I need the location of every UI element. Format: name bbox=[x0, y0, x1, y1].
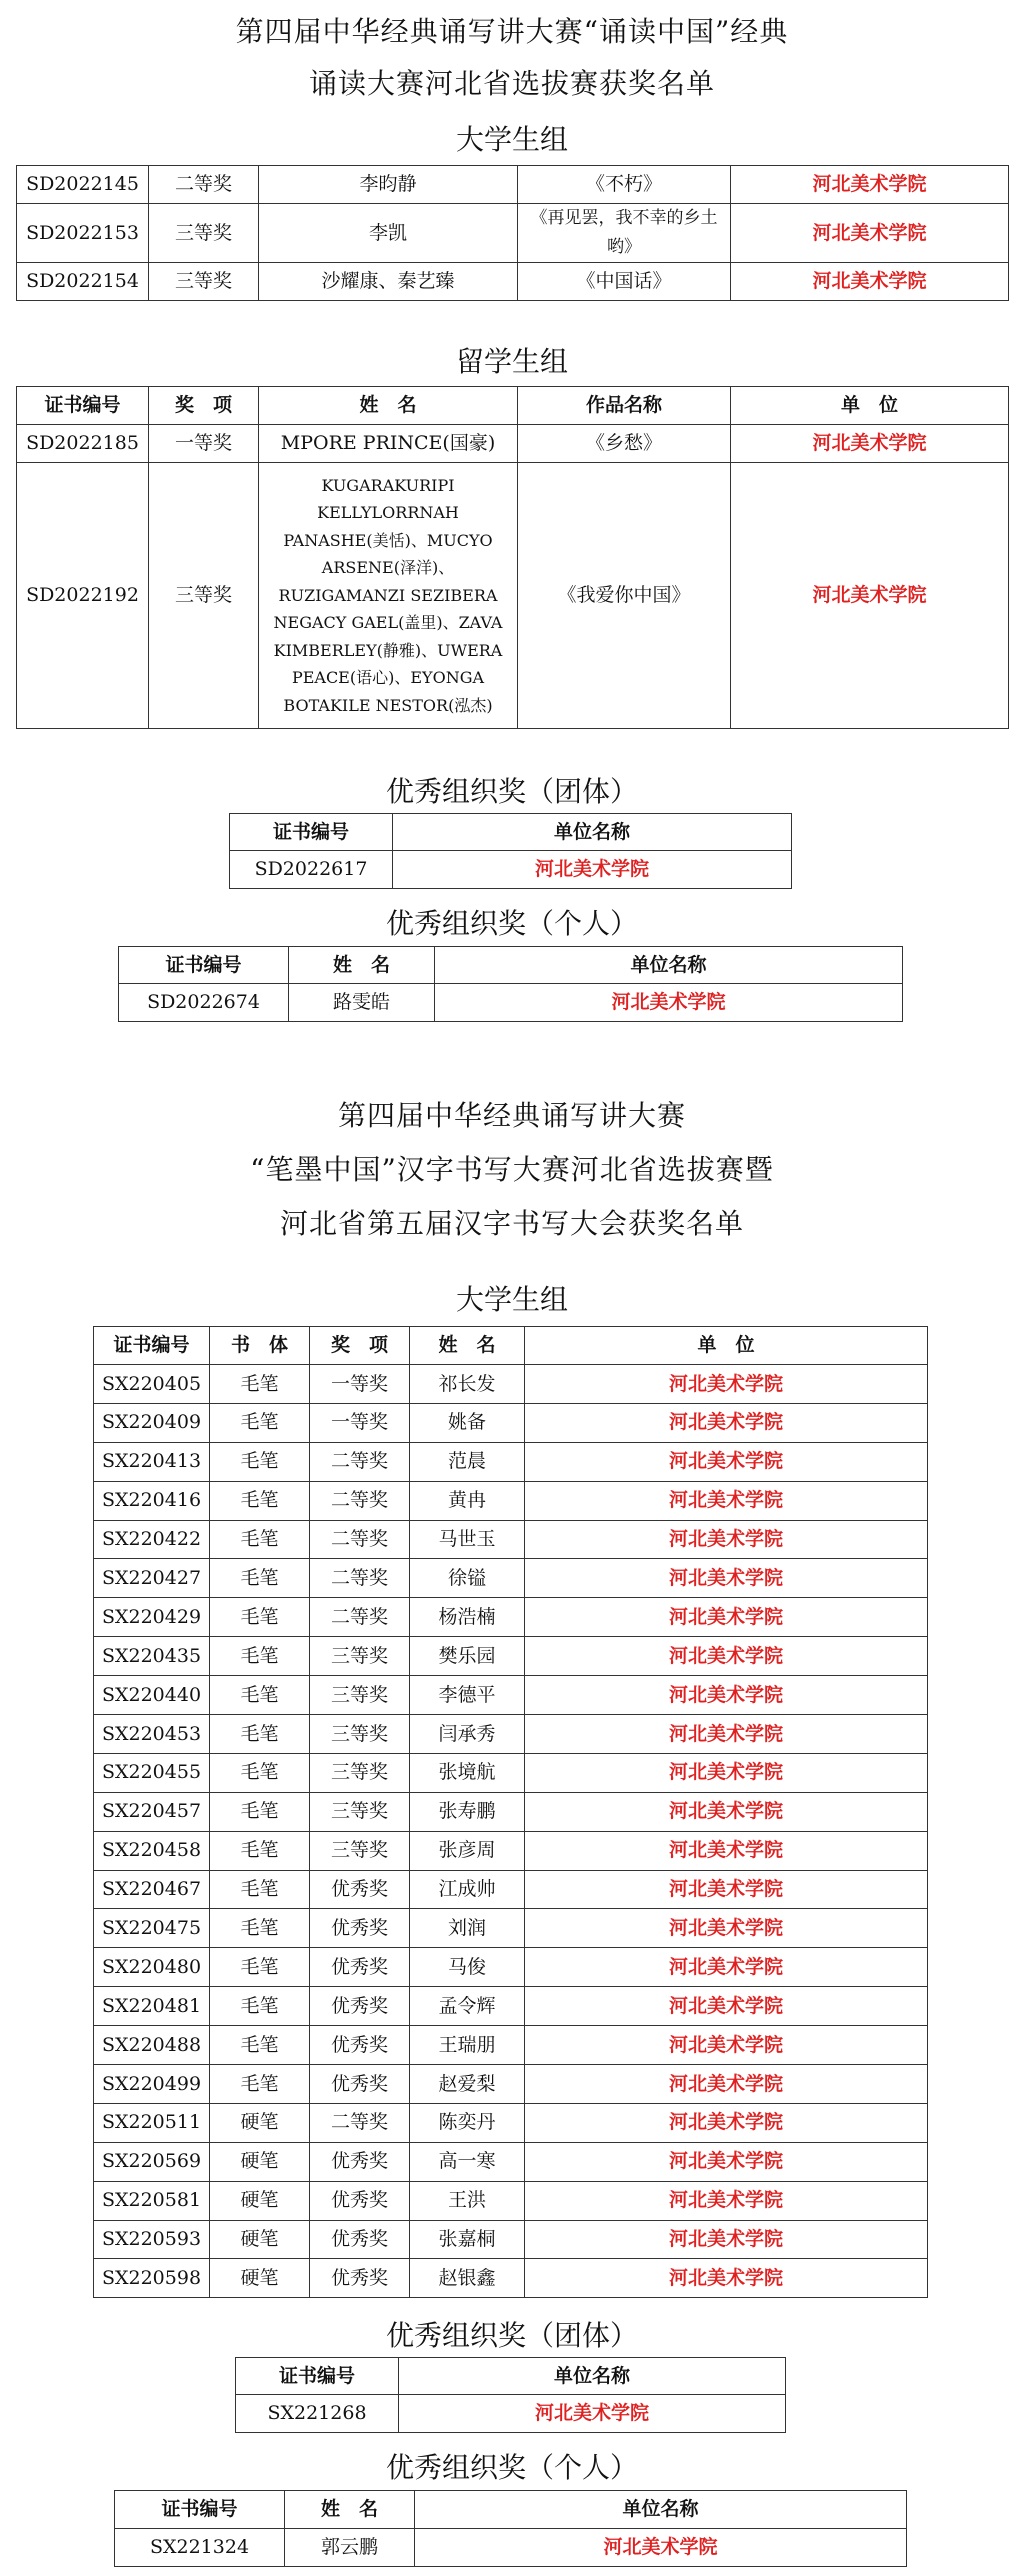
cell-award: 一等奖 bbox=[310, 1403, 410, 1442]
cell-style: 毛笔 bbox=[210, 2065, 310, 2104]
table-row bbox=[94, 1520, 928, 1559]
cell-unit: 河北美术学院 bbox=[525, 1559, 928, 1598]
cell-style: 毛笔 bbox=[210, 1403, 310, 1442]
cell-cert: SD2022145 bbox=[17, 166, 149, 204]
section1-group-college: 大学生组 bbox=[455, 123, 568, 156]
cell-award: 优秀奖 bbox=[310, 2181, 410, 2220]
cell-style: 毛笔 bbox=[210, 1676, 310, 1715]
header-unit: 单位名称 bbox=[435, 947, 903, 984]
cell-work: 《中国话》 bbox=[518, 263, 731, 301]
table-row bbox=[94, 1753, 928, 1792]
cell-unit: 河北美术学院 bbox=[525, 1792, 928, 1831]
cell-cert: SD2022192 bbox=[17, 463, 149, 729]
cell-style: 毛笔 bbox=[210, 1598, 310, 1637]
name-line: PANASHE(美恬)、MUCYO bbox=[283, 530, 493, 550]
cell-cert: SX220429 bbox=[94, 1598, 210, 1637]
cell-name: 赵银鑫 bbox=[410, 2259, 525, 2298]
cell-award: 三等奖 bbox=[310, 1792, 410, 1831]
table-row bbox=[236, 2395, 786, 2433]
cell-style: 毛笔 bbox=[210, 1442, 310, 1481]
table-row bbox=[119, 984, 903, 1022]
name-line: KELLYLORRNAH bbox=[317, 503, 459, 523]
cell-cert: SX220416 bbox=[94, 1481, 210, 1520]
cell-unit: 河北美术学院 bbox=[525, 2065, 928, 2104]
cell-name: 姚备 bbox=[410, 1403, 525, 1442]
cell-style: 毛笔 bbox=[210, 1481, 310, 1520]
table-row bbox=[17, 425, 1009, 463]
table-row bbox=[94, 1598, 928, 1637]
cell-award: 三等奖 bbox=[310, 1831, 410, 1870]
section2-title-line3: 河北省第五届汉字书写大会获奖名单 bbox=[279, 1207, 744, 1240]
cell-cert: SX220467 bbox=[94, 1870, 210, 1909]
cell-award: 三等奖 bbox=[310, 1676, 410, 1715]
table-row bbox=[94, 1715, 928, 1754]
cell-unit: 河北美术学院 bbox=[399, 2395, 786, 2433]
cell-unit: 河北美术学院 bbox=[525, 1520, 928, 1559]
name-line: KIMBERLEY(静雅)、UWERA bbox=[273, 640, 503, 660]
cell-unit: 河北美术学院 bbox=[393, 851, 792, 889]
cell-name: 陈奕丹 bbox=[410, 2103, 525, 2142]
cell-name: 徐镒 bbox=[410, 1559, 525, 1598]
header-cert: 证书编号 bbox=[119, 947, 289, 984]
section2-org-person-table bbox=[114, 2490, 907, 2567]
cell-unit: 河北美术学院 bbox=[525, 1753, 928, 1792]
cell-name: 李昀静 bbox=[259, 166, 518, 204]
cell-cert: SX220457 bbox=[94, 1792, 210, 1831]
cell-award: 优秀奖 bbox=[310, 2026, 410, 2065]
table-row bbox=[94, 1831, 928, 1870]
cell-name bbox=[259, 463, 518, 729]
cell-unit: 河北美术学院 bbox=[415, 2529, 907, 2567]
name-line: BOTAKILE NESTOR(泓杰) bbox=[283, 695, 493, 715]
header-award: 奖 项 bbox=[149, 387, 259, 425]
cell-unit: 河北美术学院 bbox=[525, 2103, 928, 2142]
table-row bbox=[94, 2220, 928, 2259]
cell-work: 《不朽》 bbox=[518, 166, 731, 204]
cell-name: 黄冉 bbox=[410, 1481, 525, 1520]
name-line: NEGACY GAEL(盖里)、ZAVA bbox=[273, 613, 503, 633]
cell-cert: SX220581 bbox=[94, 2181, 210, 2220]
table-row bbox=[94, 1870, 928, 1909]
cell-style: 硬笔 bbox=[210, 2259, 310, 2298]
cell-award: 二等奖 bbox=[310, 2103, 410, 2142]
cell-name: 杨浩楠 bbox=[410, 1598, 525, 1637]
table-row bbox=[94, 2181, 928, 2220]
cell-style: 毛笔 bbox=[210, 1987, 310, 2026]
table-row bbox=[94, 1948, 928, 1987]
table-header-row bbox=[17, 387, 1009, 425]
cell-award: 三等奖 bbox=[149, 463, 259, 729]
cell-name: 张彦周 bbox=[410, 1831, 525, 1870]
header-name: 姓 名 bbox=[259, 387, 518, 425]
cell-cert: SX220480 bbox=[94, 1948, 210, 1987]
section1-intl-table bbox=[16, 386, 1009, 729]
cell-name: 王洪 bbox=[410, 2181, 525, 2220]
cell-unit: 河北美术学院 bbox=[525, 1948, 928, 1987]
cell-style: 毛笔 bbox=[210, 1831, 310, 1870]
table-row bbox=[94, 1792, 928, 1831]
cell-award: 优秀奖 bbox=[310, 2220, 410, 2259]
cell-unit: 河北美术学院 bbox=[525, 1637, 928, 1676]
header-name: 姓 名 bbox=[410, 1327, 525, 1365]
cell-award: 一等奖 bbox=[149, 425, 259, 463]
cell-unit: 河北美术学院 bbox=[731, 425, 1009, 463]
cell-style: 毛笔 bbox=[210, 1365, 310, 1404]
cell-name: MPORE PRINCE(国豪) bbox=[259, 425, 518, 463]
cell-name: 范晨 bbox=[410, 1442, 525, 1481]
cell-name: 张嘉桐 bbox=[410, 2220, 525, 2259]
cell-work: 《乡愁》 bbox=[518, 425, 731, 463]
header-unit: 单位名称 bbox=[393, 814, 792, 851]
cell-cert: SX220440 bbox=[94, 1676, 210, 1715]
cell-style: 毛笔 bbox=[210, 2026, 310, 2065]
cell-name: 王瑞朋 bbox=[410, 2026, 525, 2065]
table-row bbox=[94, 2103, 928, 2142]
header-name: 姓 名 bbox=[289, 947, 435, 984]
header-cert: 证书编号 bbox=[230, 814, 393, 851]
section1-group-intl: 留学生组 bbox=[455, 345, 568, 378]
section2-college-table bbox=[93, 1326, 928, 2298]
cell-name: 高一寒 bbox=[410, 2142, 525, 2181]
cell-style: 毛笔 bbox=[210, 1792, 310, 1831]
cell-style: 毛笔 bbox=[210, 1637, 310, 1676]
cell-name: 樊乐园 bbox=[410, 1637, 525, 1676]
cell-award: 三等奖 bbox=[310, 1715, 410, 1754]
cell-name: 李凯 bbox=[259, 204, 518, 263]
cell-unit: 河北美术学院 bbox=[525, 1715, 928, 1754]
cell-cert: SX220453 bbox=[94, 1715, 210, 1754]
cell-unit: 河北美术学院 bbox=[525, 2259, 928, 2298]
cell-award: 二等奖 bbox=[310, 1559, 410, 1598]
cell-unit: 河北美术学院 bbox=[525, 2181, 928, 2220]
cell-unit: 河北美术学院 bbox=[525, 1403, 928, 1442]
table-header-row bbox=[230, 814, 792, 851]
table-row bbox=[94, 1637, 928, 1676]
cell-name: 祁长发 bbox=[410, 1365, 525, 1404]
cell-unit: 河北美术学院 bbox=[525, 1831, 928, 1870]
cell-style: 毛笔 bbox=[210, 1753, 310, 1792]
cell-name: 江成帅 bbox=[410, 1870, 525, 1909]
section1-org-team-table bbox=[229, 813, 792, 889]
cell-award: 优秀奖 bbox=[310, 2065, 410, 2104]
cell-cert: SX220569 bbox=[94, 2142, 210, 2181]
header-style: 书 体 bbox=[210, 1327, 310, 1365]
cell-name: 闫承秀 bbox=[410, 1715, 525, 1754]
cell-cert: SD2022154 bbox=[17, 263, 149, 301]
cell-style: 硬笔 bbox=[210, 2220, 310, 2259]
cell-award: 优秀奖 bbox=[310, 1909, 410, 1948]
cell-work: 《再见罢，我不幸的乡土哟》 bbox=[518, 204, 731, 263]
cell-unit: 河北美术学院 bbox=[525, 1442, 928, 1481]
cell-cert: SX220475 bbox=[94, 1909, 210, 1948]
cell-cert: SX220488 bbox=[94, 2026, 210, 2065]
cell-name: 马俊 bbox=[410, 1948, 525, 1987]
header-work: 作品名称 bbox=[518, 387, 731, 425]
table-row bbox=[94, 1909, 928, 1948]
cell-name: 赵爱梨 bbox=[410, 2065, 525, 2104]
table-row bbox=[94, 1365, 928, 1404]
header-name: 姓 名 bbox=[285, 2491, 415, 2529]
table-row bbox=[17, 204, 1009, 263]
cell-award: 三等奖 bbox=[149, 263, 259, 301]
name-line: PEACE(语心)、EYONGA bbox=[291, 668, 485, 688]
cell-style: 毛笔 bbox=[210, 1715, 310, 1754]
table-row bbox=[17, 166, 1009, 204]
cell-cert: SX220405 bbox=[94, 1365, 210, 1404]
section2-title-line2: “笔墨中国”汉字书写大赛河北省选拔赛暨 bbox=[250, 1153, 774, 1186]
section2-org-person-title: 优秀组织奖（个人） bbox=[385, 2451, 638, 2484]
cell-unit: 河北美术学院 bbox=[525, 1598, 928, 1637]
cell-unit: 河北美术学院 bbox=[731, 463, 1009, 729]
cell-award: 优秀奖 bbox=[310, 2259, 410, 2298]
table-row bbox=[94, 2026, 928, 2065]
cell-unit: 河北美术学院 bbox=[525, 1870, 928, 1909]
cell-name: 张寿鹏 bbox=[410, 1792, 525, 1831]
cell-name: 郭云鹏 bbox=[285, 2529, 415, 2567]
section2-org-team-table bbox=[235, 2357, 786, 2433]
section1-org-person-table bbox=[118, 946, 903, 1022]
cell-award: 二等奖 bbox=[310, 1481, 410, 1520]
table-row bbox=[94, 1987, 928, 2026]
cell-style: 硬笔 bbox=[210, 2103, 310, 2142]
cell-style: 硬笔 bbox=[210, 2142, 310, 2181]
cell-cert: SX220458 bbox=[94, 1831, 210, 1870]
table-row bbox=[230, 851, 792, 889]
cell-style: 毛笔 bbox=[210, 1948, 310, 1987]
cell-award: 三等奖 bbox=[149, 204, 259, 263]
cell-unit: 河北美术学院 bbox=[525, 1909, 928, 1948]
cell-unit: 河北美术学院 bbox=[731, 263, 1009, 301]
table-row bbox=[94, 1559, 928, 1598]
cell-cert: SX221268 bbox=[236, 2395, 399, 2433]
cell-unit: 河北美术学院 bbox=[525, 2026, 928, 2065]
cell-cert: SX220427 bbox=[94, 1559, 210, 1598]
cell-cert: SX220455 bbox=[94, 1753, 210, 1792]
table-row bbox=[94, 1442, 928, 1481]
cell-name: 马世玉 bbox=[410, 1520, 525, 1559]
name-line: ARSENE(泽洋)、 bbox=[321, 558, 455, 578]
table-row bbox=[17, 263, 1009, 301]
cell-award: 三等奖 bbox=[310, 1637, 410, 1676]
cell-cert: SX220511 bbox=[94, 2103, 210, 2142]
cell-award: 二等奖 bbox=[310, 1520, 410, 1559]
cell-cert: SX220422 bbox=[94, 1520, 210, 1559]
table-row bbox=[94, 2065, 928, 2104]
cell-unit: 河北美术学院 bbox=[525, 2220, 928, 2259]
cell-unit: 河北美术学院 bbox=[525, 1481, 928, 1520]
section2-org-team-title: 优秀组织奖（团体） bbox=[385, 2319, 638, 2352]
cell-cert: SX220598 bbox=[94, 2259, 210, 2298]
cell-award: 优秀奖 bbox=[310, 1948, 410, 1987]
cell-cert: SD2022617 bbox=[230, 851, 393, 889]
section1-college-table bbox=[16, 165, 1009, 301]
header-cert: 证书编号 bbox=[17, 387, 149, 425]
cell-style: 毛笔 bbox=[210, 1520, 310, 1559]
cell-unit: 河北美术学院 bbox=[525, 2142, 928, 2181]
cell-award: 三等奖 bbox=[310, 1753, 410, 1792]
name-line: RUZIGAMANZI SEZIBERA bbox=[278, 585, 498, 605]
header-unit: 单 位 bbox=[731, 387, 1009, 425]
cell-award: 优秀奖 bbox=[310, 2142, 410, 2181]
cell-style: 毛笔 bbox=[210, 1559, 310, 1598]
table-row bbox=[94, 1481, 928, 1520]
cell-cert: SD2022153 bbox=[17, 204, 149, 263]
cell-style: 毛笔 bbox=[210, 1909, 310, 1948]
cell-name: 张境航 bbox=[410, 1753, 525, 1792]
cell-cert: SX220413 bbox=[94, 1442, 210, 1481]
table-header-row bbox=[236, 2358, 786, 2395]
cell-style: 硬笔 bbox=[210, 2181, 310, 2220]
table-row bbox=[94, 2142, 928, 2181]
name-line: KUGARAKURIPI bbox=[321, 475, 455, 495]
cell-award: 一等奖 bbox=[310, 1365, 410, 1404]
header-cert: 证书编号 bbox=[94, 1327, 210, 1365]
cell-award: 优秀奖 bbox=[310, 1870, 410, 1909]
cell-unit: 河北美术学院 bbox=[435, 984, 903, 1022]
cell-award: 优秀奖 bbox=[310, 1987, 410, 2026]
cell-name: 路雯皓 bbox=[289, 984, 435, 1022]
cell-award: 二等奖 bbox=[310, 1442, 410, 1481]
cell-name: 刘润 bbox=[410, 1909, 525, 1948]
header-cert: 证书编号 bbox=[236, 2358, 399, 2395]
section2-group-college: 大学生组 bbox=[455, 1283, 568, 1316]
cell-unit: 河北美术学院 bbox=[731, 204, 1009, 263]
header-cert: 证书编号 bbox=[115, 2491, 285, 2529]
cell-cert: SD2022185 bbox=[17, 425, 149, 463]
table-row bbox=[94, 2259, 928, 2298]
header-award: 奖 项 bbox=[310, 1327, 410, 1365]
cell-award: 二等奖 bbox=[149, 166, 259, 204]
cell-work: 《我爱你中国》 bbox=[518, 463, 731, 729]
cell-cert: SX221324 bbox=[115, 2529, 285, 2567]
cell-unit: 河北美术学院 bbox=[731, 166, 1009, 204]
cell-unit: 河北美术学院 bbox=[525, 1365, 928, 1404]
cell-style: 毛笔 bbox=[210, 1870, 310, 1909]
cell-cert: SX220593 bbox=[94, 2220, 210, 2259]
table-header-row bbox=[94, 1327, 928, 1365]
section1-org-person-title: 优秀组织奖（个人） bbox=[385, 907, 638, 940]
section1-org-team-title: 优秀组织奖（团体） bbox=[385, 775, 638, 808]
cell-cert: SX220481 bbox=[94, 1987, 210, 2026]
cell-cert: SX220499 bbox=[94, 2065, 210, 2104]
header-unit: 单位名称 bbox=[415, 2491, 907, 2529]
section1-title-line1: 第四届中华经典诵写讲大赛“诵读中国”经典 bbox=[235, 15, 789, 48]
section2-title-line1: 第四届中华经典诵写讲大赛 bbox=[337, 1099, 686, 1132]
table-row bbox=[115, 2529, 907, 2567]
cell-cert: SX220409 bbox=[94, 1403, 210, 1442]
table-header-row bbox=[115, 2491, 907, 2529]
cell-name: 沙耀康、秦艺臻 bbox=[259, 263, 518, 301]
header-unit: 单 位 bbox=[525, 1327, 928, 1365]
section1-title-line2: 诵读大赛河北省选拔赛获奖名单 bbox=[308, 67, 715, 100]
cell-unit: 河北美术学院 bbox=[525, 1676, 928, 1715]
cell-cert: SD2022674 bbox=[119, 984, 289, 1022]
table-row bbox=[94, 1403, 928, 1442]
table-header-row bbox=[119, 947, 903, 984]
table-row bbox=[94, 1676, 928, 1715]
cell-name: 李德平 bbox=[410, 1676, 525, 1715]
table-row bbox=[17, 463, 1009, 729]
header-unit: 单位名称 bbox=[399, 2358, 786, 2395]
cell-unit: 河北美术学院 bbox=[525, 1987, 928, 2026]
cell-name: 孟令辉 bbox=[410, 1987, 525, 2026]
cell-cert: SX220435 bbox=[94, 1637, 210, 1676]
cell-award: 二等奖 bbox=[310, 1598, 410, 1637]
